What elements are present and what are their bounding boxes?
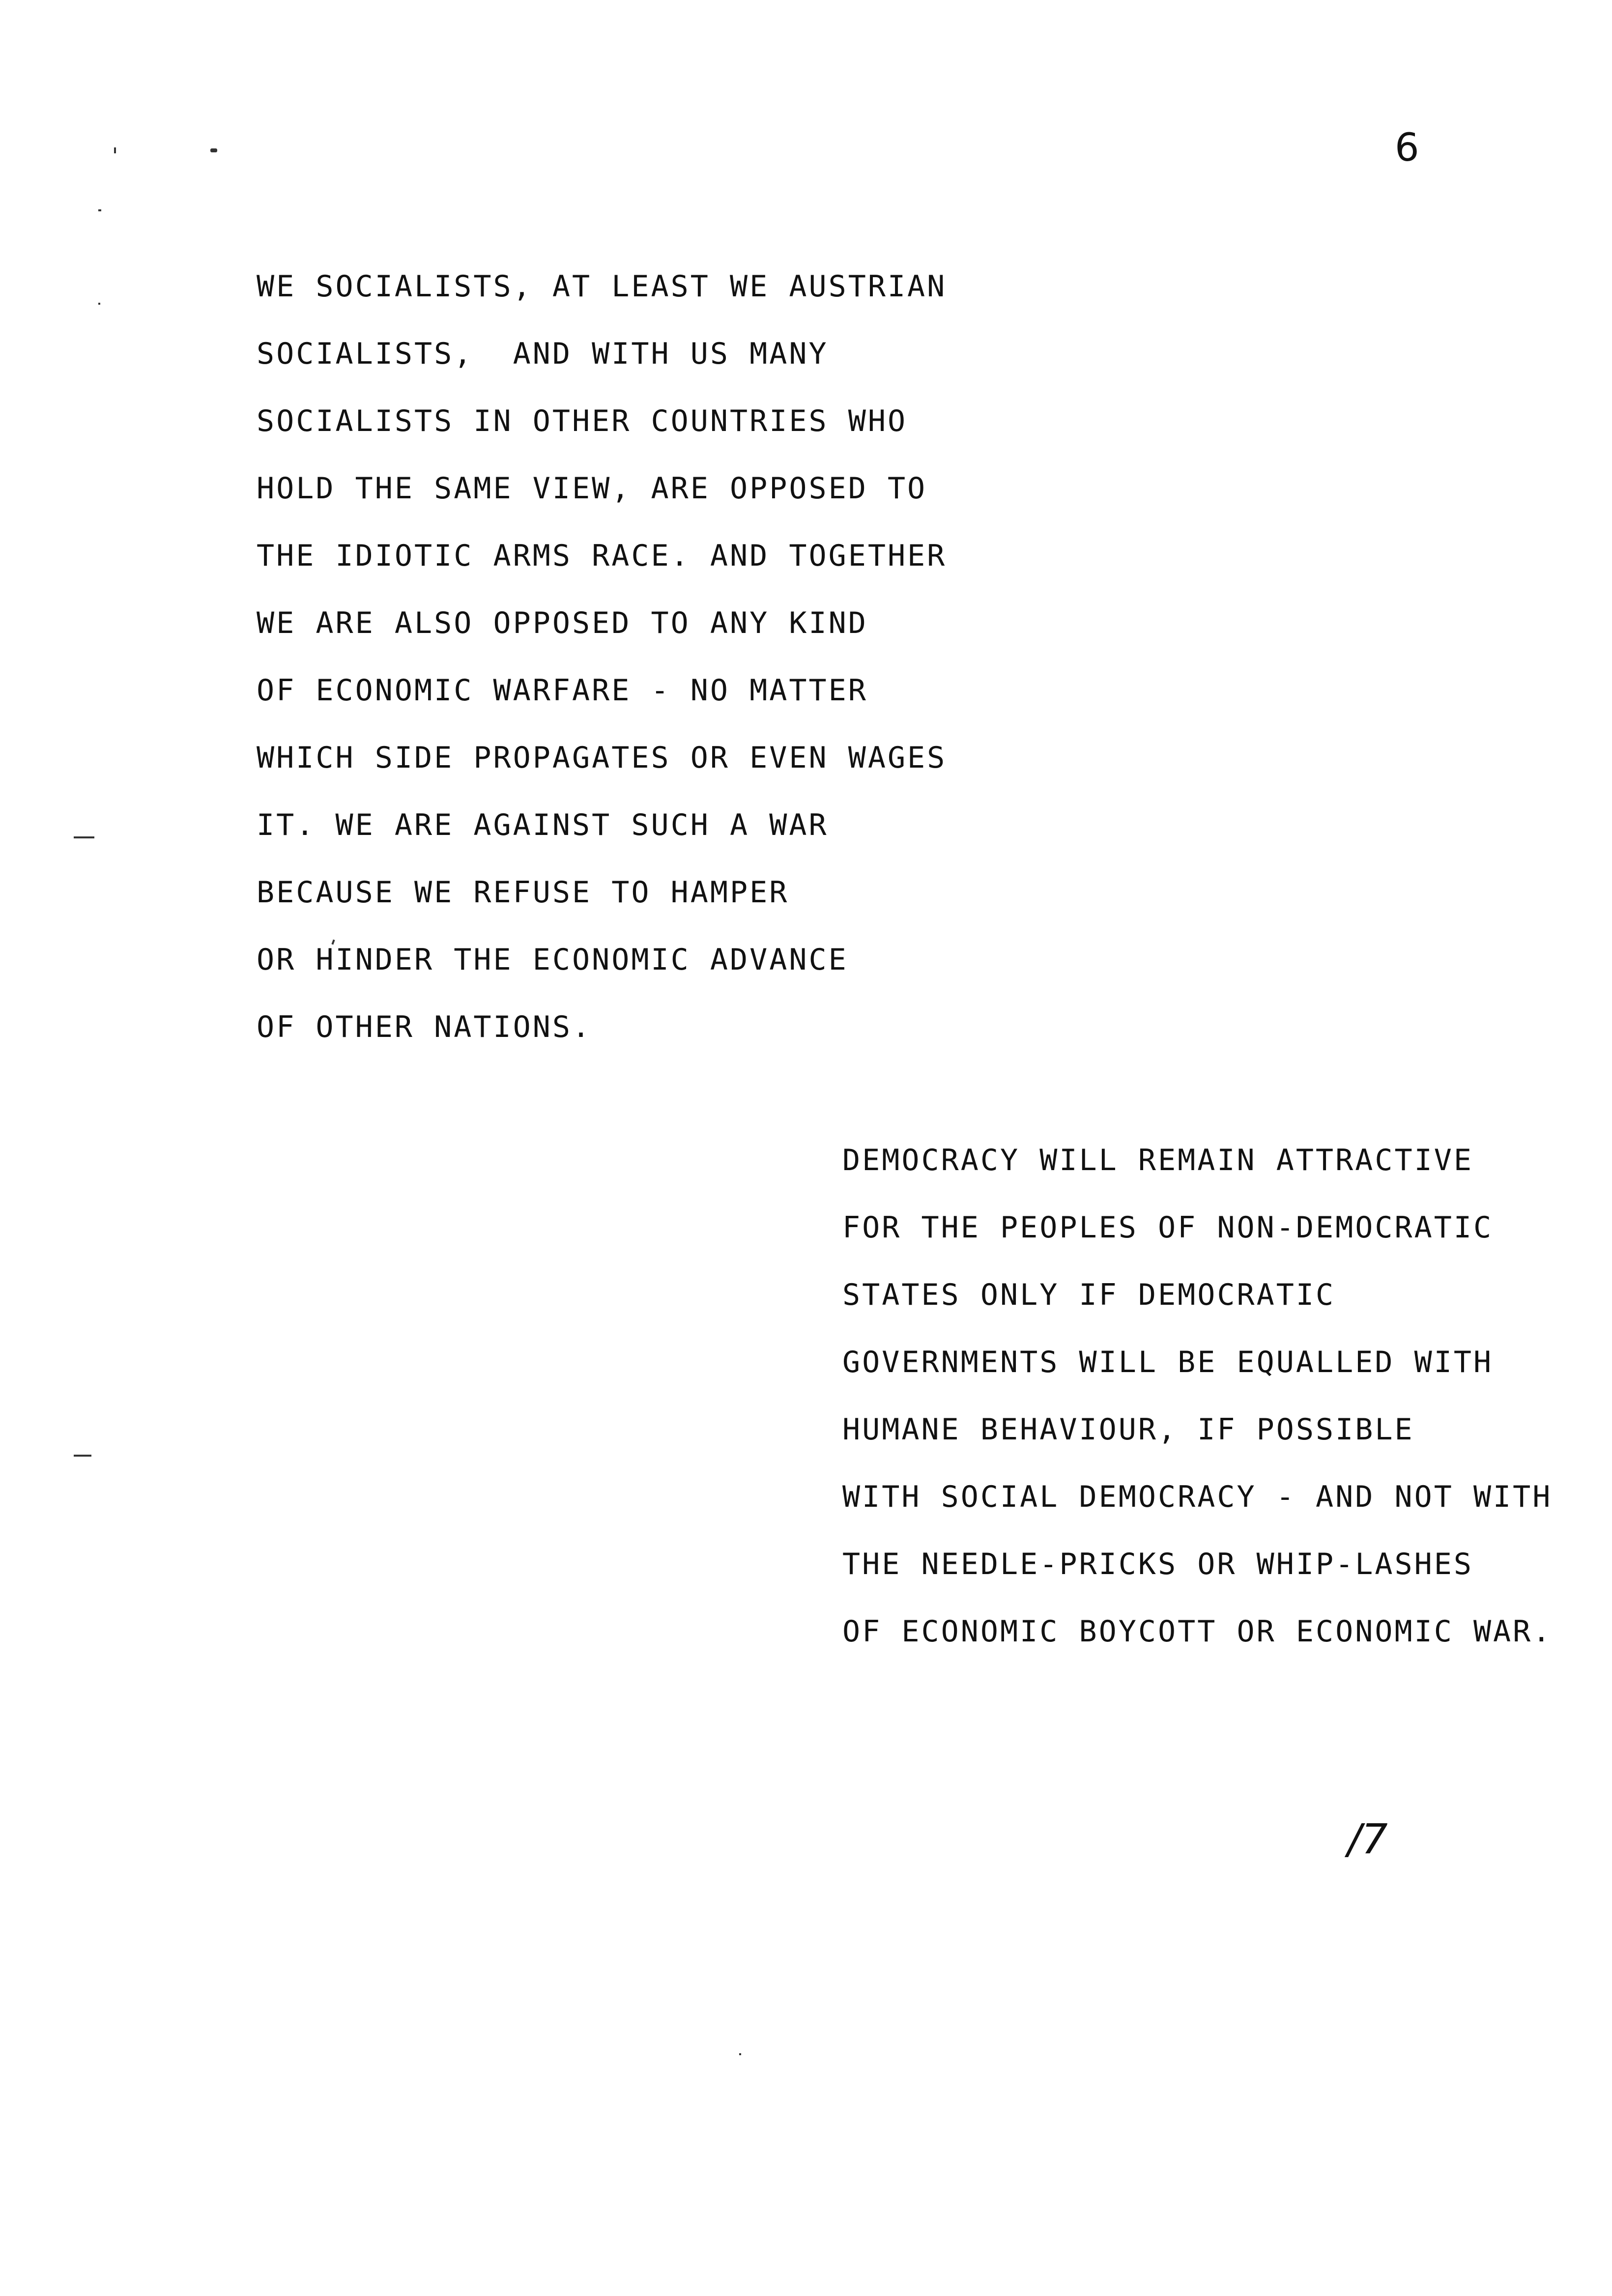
scan-speck <box>98 303 100 305</box>
text-line: THE IDIOTIC ARMS RACE. AND TOGETHER <box>257 539 947 573</box>
text-line: IT. WE ARE AGAINST SUCH A WAR <box>257 808 829 842</box>
margin-dash <box>74 1455 91 1457</box>
text-line: GOVERNMENTS WILL BE EQUALLED WITH <box>842 1345 1494 1379</box>
scan-speck <box>739 2053 741 2055</box>
text-line: STATES ONLY IF DEMOCRATIC <box>842 1278 1336 1312</box>
text-line: WHICH SIDE PROPAGATES OR EVEN WAGES <box>257 741 947 775</box>
text-line: FOR THE PEOPLES OF NON-DEMOCRATIC <box>842 1210 1494 1245</box>
text-line: HUMANE BEHAVIOUR, IF POSSIBLE <box>842 1412 1414 1447</box>
paragraph-democracy <box>842 1143 1552 1682</box>
text-line: WE ARE ALSO OPPOSED TO ANY KIND <box>257 606 868 640</box>
text-line: BECAUSE WE REFUSE TO HAMPER <box>257 875 789 910</box>
page-number: 6 <box>1395 126 1419 170</box>
text-line: THE NEEDLE-PRICKS OR WHIP-LASHES <box>842 1547 1473 1581</box>
text-line: OF ECONOMIC BOYCOTT OR ECONOMIC WAR. <box>842 1614 1553 1649</box>
text-line: WITH SOCIAL DEMOCRACY - AND NOT WITH <box>842 1480 1553 1514</box>
text-line: HOLD THE SAME VIEW, ARE OPPOSED TO <box>257 471 927 506</box>
text-line: WE SOCIALISTS, AT LEAST WE AUSTRIAN <box>257 269 947 304</box>
scan-speck <box>210 148 217 152</box>
text-line: OF ECONOMIC WARFARE - NO MATTER <box>257 673 868 708</box>
paragraph-socialists <box>257 269 947 1077</box>
text-line: DEMOCRACY WILL REMAIN ATTRACTIVE <box>842 1143 1473 1177</box>
margin-dash <box>74 836 94 838</box>
scan-speck <box>114 147 116 153</box>
text-line: SOCIALISTS, AND WITH US MANY <box>257 337 829 371</box>
text-line: OR HINDER THE ECONOMIC ADVANCE <box>257 943 848 977</box>
text-line: SOCIALISTS IN OTHER COUNTRIES WHO <box>257 404 908 438</box>
scan-speck <box>98 209 101 211</box>
next-page-marker: /7 <box>1348 1815 1388 1863</box>
text-line: OF OTHER NATIONS. <box>257 1010 592 1044</box>
